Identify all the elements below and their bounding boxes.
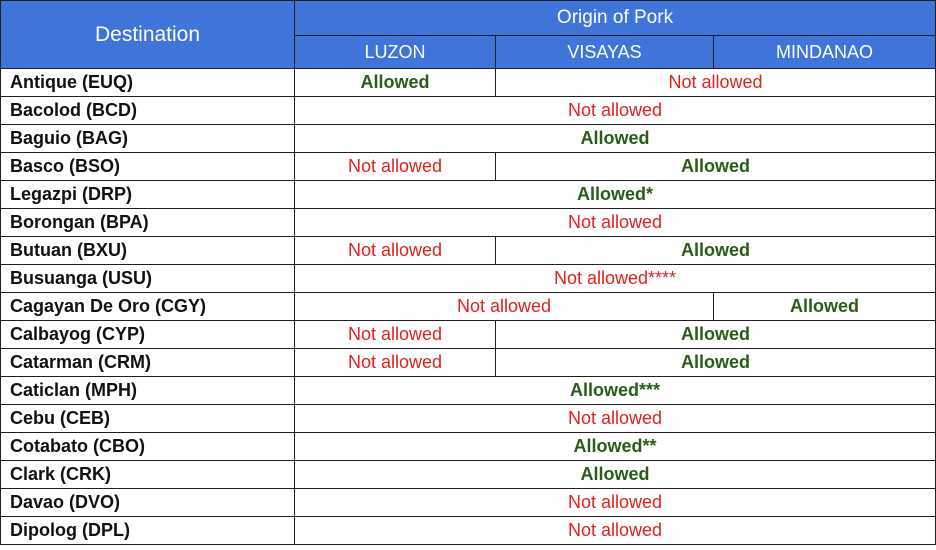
origin-header: Origin of Pork (295, 1, 936, 36)
destination-name: Davao (DVO) (1, 489, 295, 517)
destination-name: Baguio (BAG) (1, 125, 295, 153)
status-cell: Not allowed (295, 97, 936, 125)
status-cell: Allowed (295, 125, 936, 153)
status-cell: Allowed (295, 69, 496, 97)
table-row (1, 517, 936, 545)
status-cell: Not allowed (295, 405, 936, 433)
destination-name: Cotabato (CBO) (1, 433, 295, 461)
status-cell: Allowed** (295, 433, 936, 461)
status-cell: Not allowed (295, 517, 936, 545)
table-row (1, 377, 936, 405)
destination-name: Catarman (CRM) (1, 349, 295, 377)
status-cell: Not allowed (295, 489, 936, 517)
status-cell: Allowed (295, 461, 936, 489)
destination-name: Busuanga (USU) (1, 265, 295, 293)
destination-name: Bacolod (BCD) (1, 97, 295, 125)
destination-name: Basco (BSO) (1, 153, 295, 181)
region-header-visayas: VISAYAS (496, 36, 714, 69)
table-row (1, 489, 936, 517)
status-cell: Not allowed (295, 321, 496, 349)
status-cell: Allowed (714, 293, 936, 321)
table-row (1, 97, 936, 125)
destination-name: Cagayan De Oro (CGY) (1, 293, 295, 321)
status-cell: Not allowed (295, 349, 496, 377)
table-row (1, 125, 936, 153)
region-header-luzon: LUZON (295, 36, 496, 69)
table-row (1, 237, 936, 265)
status-cell: Not allowed**** (295, 265, 936, 293)
status-cell: Allowed*** (295, 377, 936, 405)
destination-name: Borongan (BPA) (1, 209, 295, 237)
destination-header: Destination (1, 1, 295, 69)
table-row (1, 405, 936, 433)
destination-name: Legazpi (DRP) (1, 181, 295, 209)
table-row (1, 69, 936, 97)
status-cell: Not allowed (295, 237, 496, 265)
status-cell: Allowed (496, 321, 936, 349)
status-cell: Not allowed (496, 69, 936, 97)
status-cell: Not allowed (295, 153, 496, 181)
table-row (1, 433, 936, 461)
destination-name: Dipolog (DPL) (1, 517, 295, 545)
destination-name: Antique (EUQ) (1, 69, 295, 97)
region-header-mindanao: MINDANAO (714, 36, 936, 69)
table-row (1, 321, 936, 349)
table-header (1, 1, 936, 69)
table-row (1, 293, 936, 321)
table-row (1, 265, 936, 293)
destination-name: Calbayog (CYP) (1, 321, 295, 349)
destination-name: Caticlan (MPH) (1, 377, 295, 405)
status-cell: Not allowed (295, 209, 936, 237)
table-row (1, 209, 936, 237)
table-row (1, 461, 936, 489)
status-cell: Allowed (496, 237, 936, 265)
destination-name: Clark (CRK) (1, 461, 295, 489)
table-row (1, 181, 936, 209)
status-cell: Allowed (496, 153, 936, 181)
destination-name: Butuan (BXU) (1, 237, 295, 265)
status-cell: Allowed* (295, 181, 936, 209)
table-row (1, 153, 936, 181)
table-row (1, 349, 936, 377)
table-body (1, 69, 936, 545)
destination-name: Cebu (CEB) (1, 405, 295, 433)
status-cell: Allowed (496, 349, 936, 377)
status-cell: Not allowed (295, 293, 714, 321)
